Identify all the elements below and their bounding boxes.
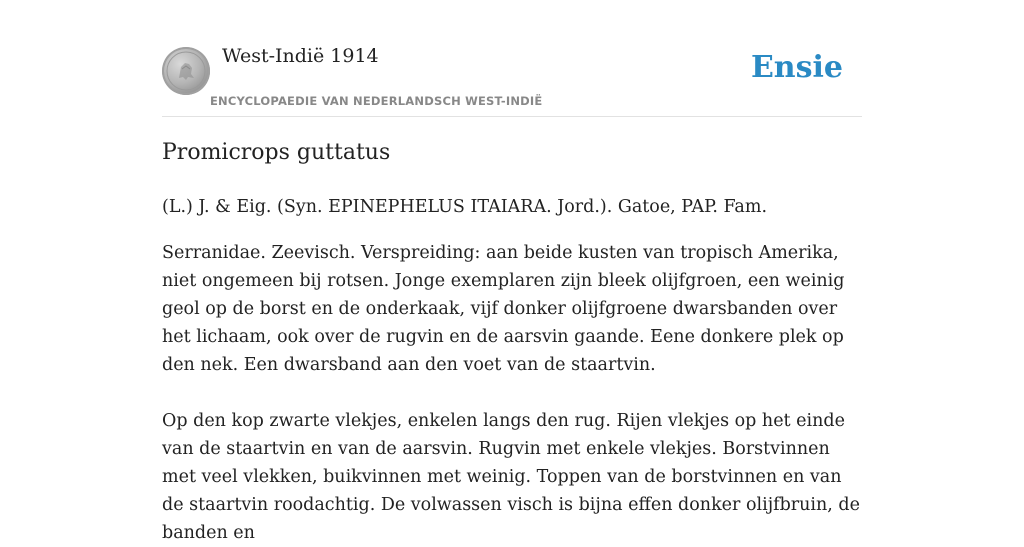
article-paragraph: Op den kop zwarte vlekjes, enkelen langs den rug. Rijen vlekjes op het einde van de staartvin en van de aarsvin. Rugvin met enkele vlekjes. Borstvinnen met veel vlekken, buikvinnen met weinig. Toppen van de borstvinnen en van de staartvin roodachtig. De volwassen visch is bijna effen donker olijfbruin, de banden en [162, 411, 860, 543]
coin-icon[interactable] [162, 47, 210, 95]
site-header [162, 40, 862, 117]
article-title: Promicrops guttatus [162, 140, 391, 165]
site-subtitle: ENCYCLOPAEDIE VAN NEDERLANDSCH WEST-INDIË [210, 94, 543, 108]
article-synonyms: (L.) J. & Eig. (Syn. EPINEPHELUS ITAIARA. Jord.). Gatoe, PAP. Fam. [162, 197, 768, 217]
ensie-logo[interactable]: Ensie [750, 50, 843, 85]
site-title[interactable]: West-Indië 1914 [222, 45, 379, 67]
article-paragraph: Serranidae. Zeevisch. Verspreiding: aan beide kusten van tropisch Amerika, niet ongemeen bij rotsen. Jonge exemplaren zijn bleek olijfgroen, een weinig geol op de borst en de onderkaak, vijf donker olijfgroene dwarsbanden over het lichaam, ook over de rugvin en de aarsvin gaande. Eene donkere plek op den nek. Een dwarsband aan den voet van de staartvin. [162, 243, 845, 375]
coin-emblem-icon [162, 47, 210, 95]
